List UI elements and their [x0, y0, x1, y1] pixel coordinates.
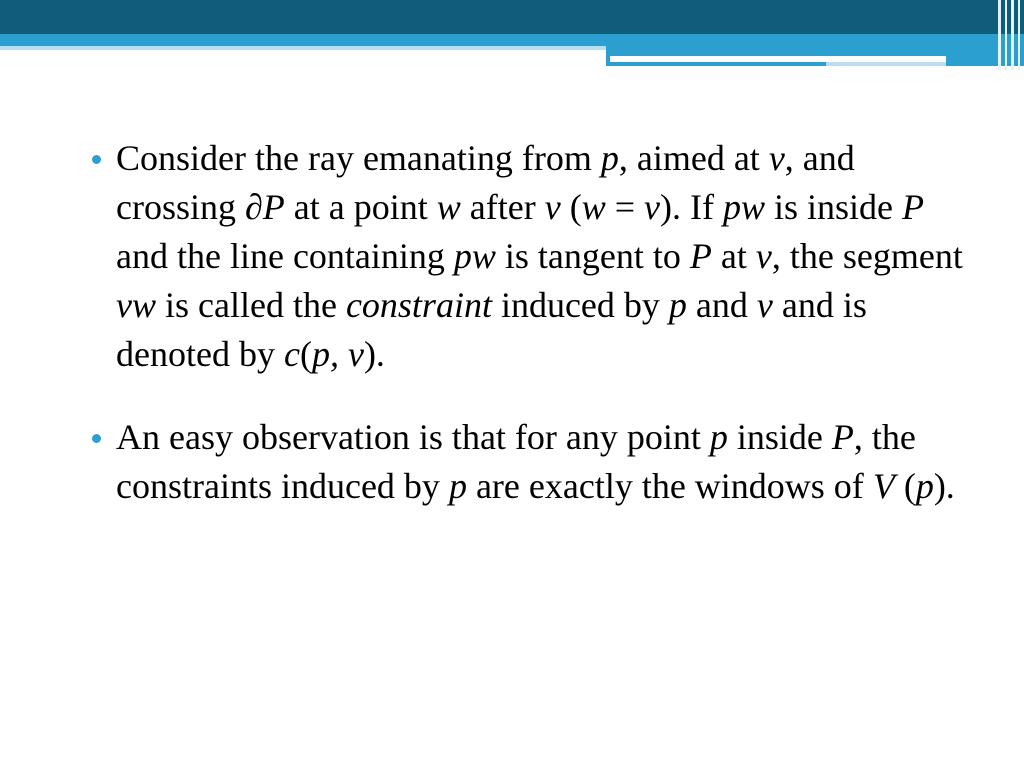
math-term: V: [872, 466, 895, 506]
bullet-dot-icon: [92, 155, 101, 164]
math-term: v: [755, 236, 772, 276]
text-run: and the line containing: [116, 236, 454, 276]
math-term: ∂P: [245, 187, 285, 227]
math-term: p: [448, 466, 467, 506]
text-run: , aimed at: [618, 138, 769, 178]
math-term: pw: [453, 236, 496, 276]
math-term: P: [902, 187, 924, 227]
text-run: induced by: [491, 285, 669, 325]
math-term: w: [436, 187, 461, 227]
text-run: is called the: [156, 285, 346, 325]
math-term: p: [915, 466, 934, 506]
text-run: Consider the ray emanating from: [116, 138, 601, 178]
text-run: at: [711, 236, 756, 276]
text-run: (: [894, 466, 916, 506]
text-run: (: [299, 334, 312, 374]
text-run: ).: [933, 466, 955, 506]
math-term: v: [544, 187, 561, 227]
header-band-light: [0, 34, 1024, 46]
text-run: at a point: [284, 187, 437, 227]
text-run: ).: [363, 334, 385, 374]
text-run: , and crossing: [116, 138, 855, 227]
bullet-text: [116, 417, 955, 506]
text-run: =: [605, 187, 645, 227]
math-term: P: [831, 417, 854, 457]
math-term: vw: [116, 285, 156, 325]
header-stripes: [994, 0, 1024, 70]
bullet-dot-icon: [92, 434, 101, 443]
math-term: c: [283, 334, 300, 374]
text-run: , the segment: [771, 236, 963, 276]
text-run: ). If: [660, 187, 723, 227]
math-term: p: [668, 285, 687, 325]
math-term: pw: [722, 187, 765, 227]
math-term: p: [600, 138, 619, 178]
text-run: and: [686, 285, 757, 325]
bullet-item-constraint-definition: [92, 134, 982, 379]
text-run: is inside: [764, 187, 902, 227]
math-term: p: [709, 417, 728, 457]
math-term: P: [689, 236, 712, 276]
text-run: (: [560, 187, 582, 227]
math-term: v: [768, 138, 785, 178]
math-term: constraint: [345, 285, 492, 325]
text-run: are exactly the windows of: [466, 466, 873, 506]
math-term: p, v: [311, 334, 364, 374]
text-run: is tangent to: [495, 236, 690, 276]
text-run: , the constraints induced by: [116, 417, 916, 506]
math-term: w: [581, 187, 606, 227]
text-run: after: [460, 187, 545, 227]
math-term: v: [644, 187, 660, 227]
text-run: inside: [727, 417, 832, 457]
slide-body: [92, 134, 982, 545]
text-run: An easy observation is that for any point: [116, 417, 710, 457]
math-term: v: [756, 285, 773, 325]
header-notch-accent: [826, 62, 946, 66]
text-run: and is denoted by: [116, 285, 867, 374]
bullet-item-observation: [92, 413, 982, 511]
header-band-dark: [0, 0, 1024, 34]
bullet-text: [116, 138, 963, 374]
